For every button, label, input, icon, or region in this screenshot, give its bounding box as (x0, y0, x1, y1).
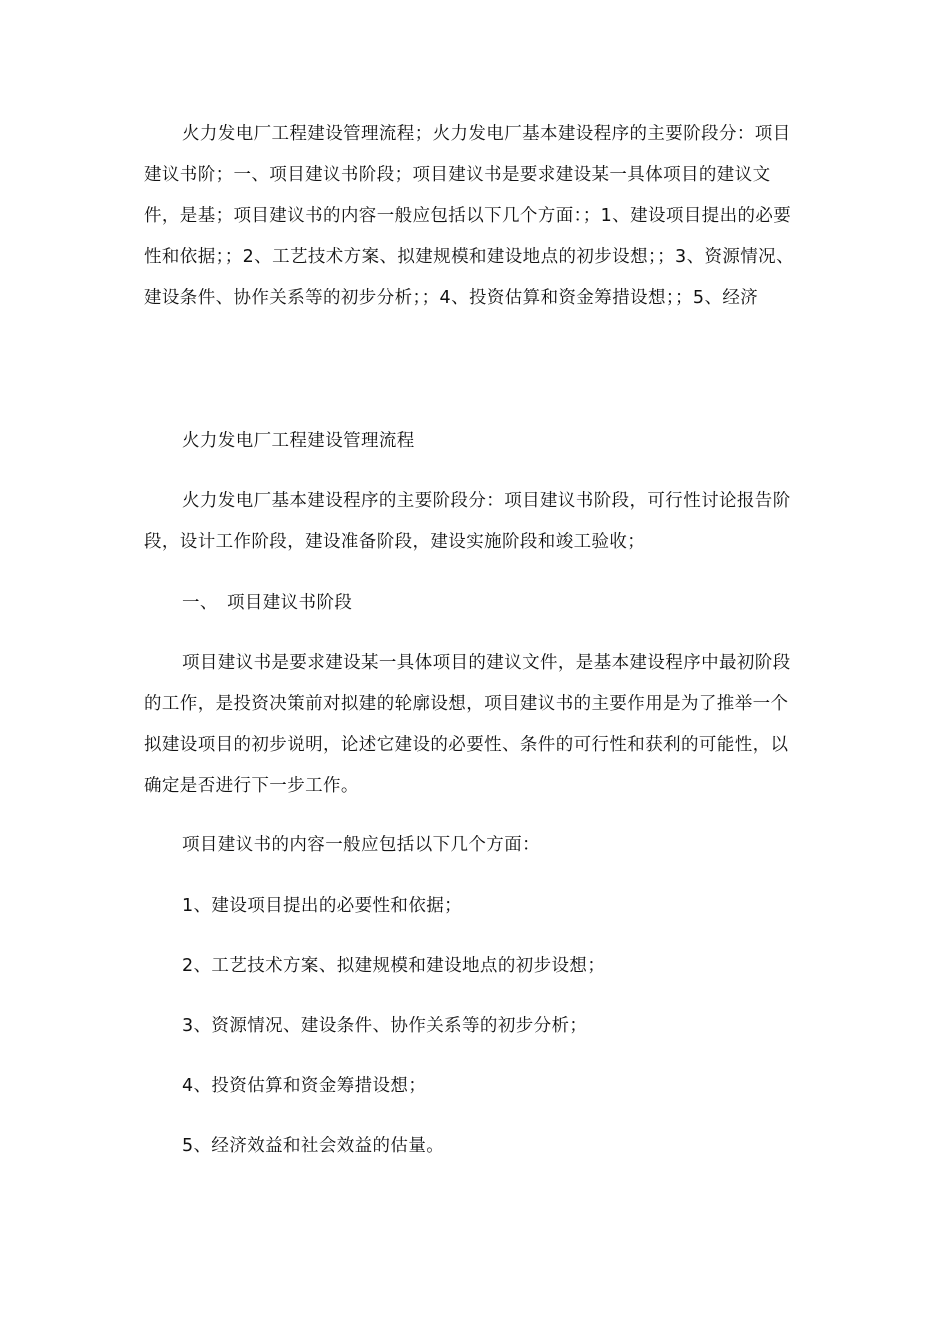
section-heading: 一、 项目建议书阶段 (182, 593, 353, 613)
list-item: 1、建设项目提出的必要性和依据； (182, 896, 463, 916)
list-item: 2、工艺技术方案、拟建规模和建设地点的初步设想； (182, 956, 606, 976)
section-body-paragraph: 项目建议书是要求建设某一具体项目的建议文件，是基本建设程序中最初阶段的工作，是投资决策前对拟建的轮廓设想，项目建议书的主要作用是为了推举一个拟建设项目的初步说明，论述它建设的必要性、条件的可行性和获利的可能性，以确定是否进行下一步工作。 (144, 653, 791, 796)
document-title: 火力发电厂工程建设管理流程 (182, 431, 415, 451)
list-item: 4、投资估算和资金筹措设想； (182, 1076, 427, 1096)
contents-intro: 项目建议书的内容一般应包括以下几个方面： (182, 835, 540, 855)
intro-paragraph: 火力发电厂基本建设程序的主要阶段分：项目建议书阶段，可行性讨论报告阶段，设计工作阶段，建设准备阶段，建设实施阶段和竣工验收； (144, 491, 791, 552)
list-item: 5、经济效益和社会效益的估量。 (182, 1136, 445, 1156)
list-item: 3、资源情况、建设条件、协作关系等的初步分析； (182, 1016, 588, 1036)
summary-paragraph: 火力发电厂工程建设管理流程；火力发电厂基本建设程序的主要阶段分：项目建议书阶；一、项目建议书阶段；项目建议书是要求建设某一具体项目的建议文件，是基；项目建议书的内容一般应包括以下几个方面：；1、建设项目提出的必要性和依据；；2、工艺技术方案、拟建规模和建设地点的初步设想；；3、资源情况、建设条件、协作关系等的初步分析；；4、投资估算和资金筹措设想；；5、经济 (144, 124, 794, 308)
